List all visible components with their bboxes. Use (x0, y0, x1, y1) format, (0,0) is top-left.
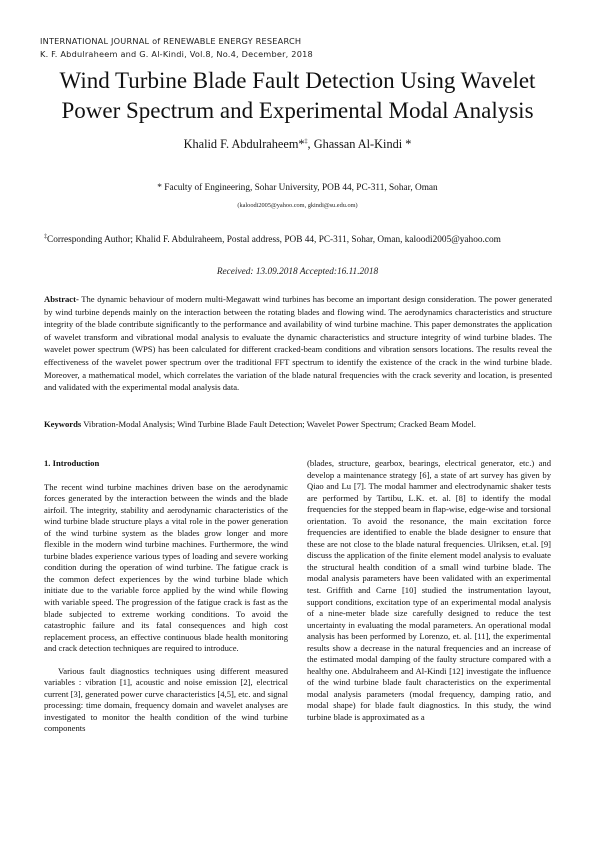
authors-main: Khalid F. Abdulraheem* (183, 137, 305, 151)
title-line-1: Wind Turbine Blade Fault Detection Using Wavelet (59, 68, 536, 93)
authors (0, 137, 595, 152)
right-column (307, 458, 551, 724)
abstract-text: The dynamic behaviour of modern multi-Megawatt wind turbines has become an important design consideration. The power generated by wind turbine depends mainly on the interaction between the rotating blades and flowing wind. The aerodynamics characteristics and structure integrity of the blade contribute significantly to the performance and availability of wind turbine machine. This paper demonstrates the application of wavelet transform and vibrational modal analysis to evaluate the dynamic characteristics and structure integrity of wind turbine blades. The wavelet power spectrum (WPS) has been calculated for different cracked-beam conditions and vibration sensors locations. The results reveal the effectiveness of the wavelet power spectrum over the traditional FFT spectrum to identify the existence of the crack in the wind turbine blade. Moreover, a mathematical model, which correlates the variation of the blade natural frequencies with the crack severity and location, is presented and validated with the experimental modal analysis data. (44, 294, 552, 393)
corresponding-mark: ‡ (304, 138, 308, 145)
journal-name: INTERNATIONAL JOURNAL of RENEWABLE ENERGY RESEARCH (40, 36, 302, 46)
received-accepted-dates: Received: 13.09.2018 Accepted:16.11.2018 (216, 267, 379, 277)
left-column (44, 458, 288, 735)
keywords-text: Vibration-Modal Analysis; Wind Turbine Blade Fault Detection; Wavelet Power Spectrum; Cracked Beam Model. (81, 419, 476, 429)
affiliation: * Faculty of Engineering, Sohar University, POB 44, PC-311, Sohar, Oman (157, 183, 438, 193)
paragraph: (blades, structure, gearbox, bearings, electrical generator, etc.) and develop a maintenance strategy [6], a state of art survey has given by Qiao and Lu [7]. The modal hammer and electrodynamic shaker tests are performed by Tartibu, L.K. et. al. [8] to identify the modal frequencies for the stepped beam in flap-wise, edge-wise and torsional orientation. To avoid the resonance, the main excitation force frequencies are identified to enable the blade designer to ensure that these are not close to the blade natural frequencies. Ulriksen, et.al. [9] discuss the application of the finite element model analysis to evaluate the structural health condition of a small wind turbine blade. The modal analysis parameters have been validated with an experimental test. Griffith and Carne [10] studied the instrumentation layout, support conditions, excitation type of an experimental modal analysis of a nine-meter blade size carefully designed to reduce the test uncertainty in evaluating the modal parameters. An operational modal analysis has been performed by Lorenzo, et. al. [11], the experimental results show a decrease in the natural frequencies and an increase of the estimated modal damping of the faulty structure compared with a healthy one. Abdulraheem and Al-Kindi [12] investigate the influence of the wind turbine blade fault characteristics on the experimental modal analysis parameters (modal frequency, damping ratio, and modal shape) for blade fault diagnostics. In this study, the wind turbine blade is approximated as a (307, 458, 551, 723)
paragraph: Various fault diagnostics techniques using different measured variables : vibration [1], acoustic and noise emission [2], electrical current [3], generated power curve characteristics [4,5], etc. and signal processing: time domain, frequency domain and wavelet analyses are investigated to monitor the health condition of the wind turbine components (44, 665, 288, 734)
abstract-label: Abstract- (44, 294, 79, 304)
author-emails: (kaloodi2005@yahoo.com, gkindi@su.edu.om) (237, 202, 358, 209)
corresponding-text: Corresponding Author; Khalid F. Abdulraheem, Postal address, POB 44, PC-311, Sohar, Oman, kaloodi2005@yahoo.com (47, 235, 501, 245)
corresponding-author (44, 235, 564, 245)
corresponding-symbol: ‡ (44, 233, 47, 240)
abstract (44, 293, 552, 394)
keywords-label: Keywords (44, 419, 82, 429)
section-heading: 1. Introduction (44, 458, 100, 468)
keywords (44, 418, 552, 431)
citation-line: K. F. Abdulraheem and G. Al-Kindi, Vol.8, No.4, December, 2018 (40, 49, 313, 59)
paper-title (20, 66, 575, 126)
paragraph: The recent wind turbine machines driven base on the aerodynamic forces generated by the interaction between the winds and the blade airfoil. The integrity, stability and aerodynamic characteristics of the wind turbine blade structure plays a vital role in the power generation of the wind turbine system as the blades grow longer and more flexible in the modern wind turbine machines. Furthermore, the wind turbine blades experience various types of loading and severe working condition during the operation of wind turbine. The fatigue crack is the common defect experiences by the wind turbine blade which initiate due to the variable force applied by the wind while flowing with variable speed. The progression of the fatigue crack is fast as the blade subjected to extreme working conditions. To avoid the catastrophic failure and its fatal consequences and high cost replacement process, an effective continuous blade health monitoring and crack detection techniques are required to introduce. (44, 481, 288, 654)
authors-rest: , Ghassan Al-Kindi * (307, 137, 412, 151)
title-line-2: Power Spectrum and Experimental Modal Analysis (61, 98, 534, 123)
